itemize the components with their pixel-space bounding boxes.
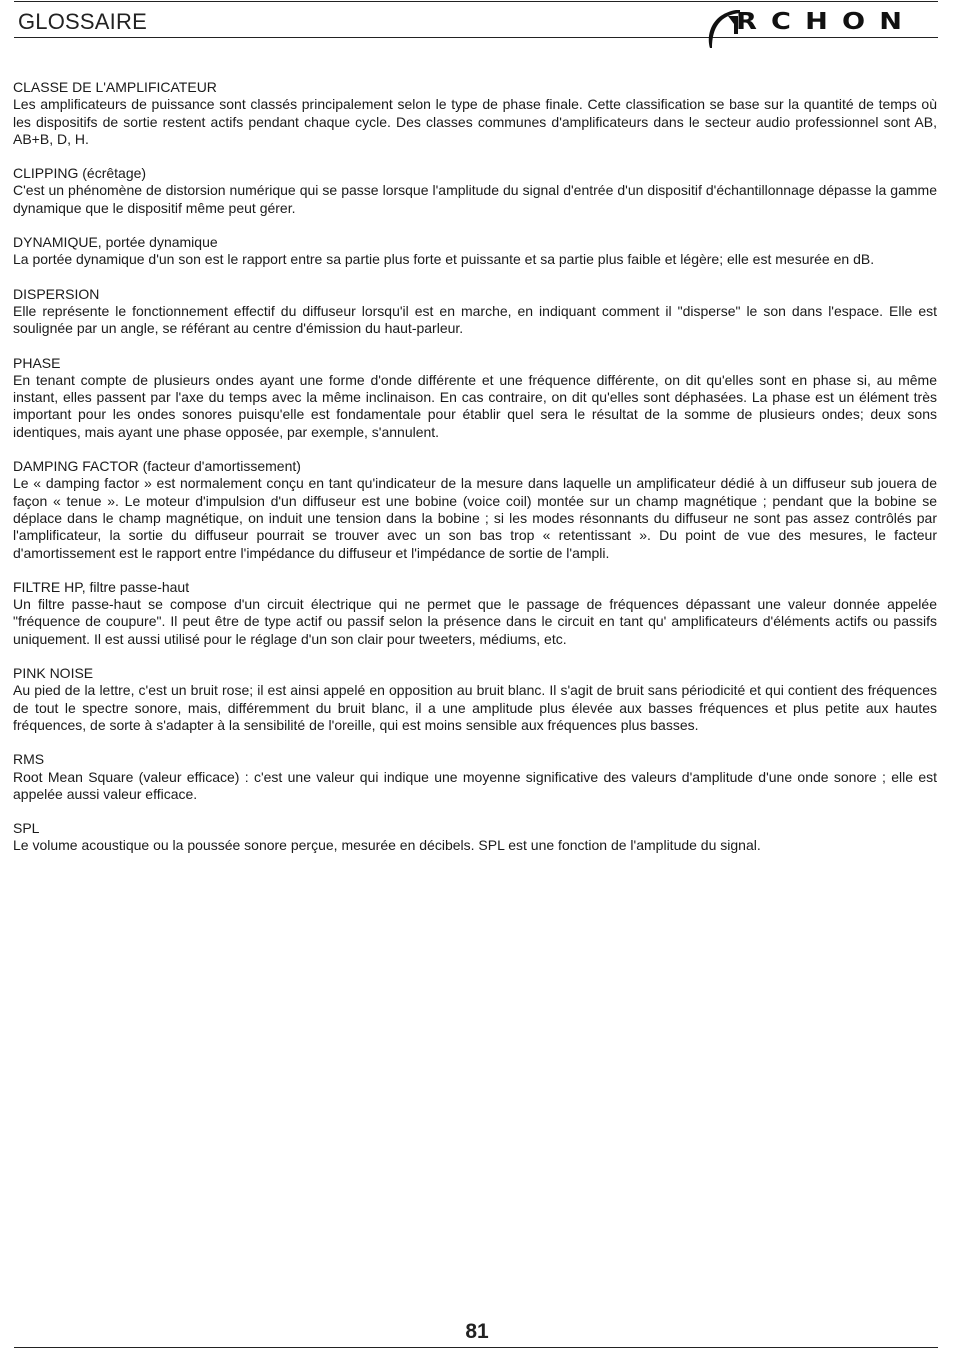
glossary-term: DYNAMIQUE, portée dynamique [13,234,218,251]
glossary-definition: Les amplificateurs de puissance sont classés principalement selon le type de phase finale. Cette classification se base sur la quantité de temps où les dispositifs de sortie restent actifs pendant chaque cycle. Des classes communes d'amplificateurs dans le secteur audio professionnel sont AB, AB+B, D, H. [13,96,937,147]
page-title: GLOSSAIRE [18,9,147,34]
glossary-term: PHASE [13,354,61,371]
glossary-entry [13,355,937,441]
glossary-definition: Un filtre passe-haut se compose d'un circuit électrique qui ne permet que le passage de fréquences dépassant une valeur donnée appelée "fréquence de coupure". Il peut être de type actif ou passif selon la présence dans le circuit en tant qu' amplificateurs d'éléments actifs ou passifs uniquement. Il est aussi utilisé pour le réglage d'un son clair pour tweeters, médiums, etc. [13,596,937,647]
glossary-entry [13,458,937,562]
glossary-entry [13,286,937,338]
glossary-term: SPL [13,820,40,837]
glossary-definition: La portée dynamique d'un son est le rapport entre sa partie plus forte et puissante et sa partie plus faible et légère; elle est mesurée en dB. [13,251,875,268]
glossary-term: DAMPING FACTOR (facteur d'amortissement) [13,458,301,475]
glossary-term: DISPERSION [13,285,100,302]
glossary-term: FILTRE HP, filtre passe-haut [13,578,190,595]
glossary-entry [13,165,937,217]
archon-logo [704,4,940,50]
glossary-entry [13,579,937,648]
glossary-definition: Le volume acoustique ou la poussée sonore perçue, mesurée en décibels. SPL est une fonction de l'amplitude du signal. [13,837,761,854]
footer-rule [14,1347,938,1348]
glossary-entry [13,665,937,734]
glossary-term: CLASSE DE L'AMPLIFICATEUR [13,79,217,95]
glossary-definition: Elle représente le fonctionnement effectif du diffuseur lorsqu'il est en marche, en indiquant comment il "disperse" le son dans l'espace. Elle est soulignée par un angle, se référant au centre d'émission du haut-parleur. [13,302,937,337]
glossary-definition: En tenant compte de plusieurs ondes ayant une forme d'onde différente et une fréquence différente, on dit qu'elles sont en phase si, au même instant, elles passent par l'axe du temps avec la même inclinaison. En cas contraire, on dit qu'elles sont déphasées. La phase est un élément très important pour les ondes sonores puisqu'elle est fondamentale pour établir quel sera le résultat de la somme de plusieurs ondes; deux sons identiques, mais ayant une phase opposée, par exemple, s'annulent. [13,371,937,440]
archon-logo-text: RCHON [736,9,917,35]
glossary-definition: Root Mean Square (valeur efficace) : c'est une valeur qui indique une moyenne significative des valeurs d'amplitude d'une onde sonore ; elle est appelée aussi valeur efficace. [13,768,937,802]
top-rule [14,1,938,2]
glossary-term: PINK NOISE [13,665,94,682]
glossary-entry [13,234,937,269]
glossary-definition: Le « damping factor » est normalement conçu en tant qu'indicateur de la mesure dans laquelle un amplificateur dédié à un diffuseur sub jouera de façon « tenue ». Le moteur d'impulsion d'un diffuseur est une bobine (voice coil) montée sur un champ magnétique ; pendant que la bobine se déplace dans le champ magnétique, on induit une tension dans la bobine ; si les modes résonnants du diffuseur ne sont pas assez contrôlés par l'amplificateur, la sortie du diffuseur pourrait se trouver avec un son bas trop « retentissant ». Du point de vue des mesures, le facteur d'amortissement est le rapport entre l'impédance du diffuseur et l'impédance de sortie de l'ampli. [13,475,937,561]
glossary-entry [13,820,937,855]
page-number: 81 [465,1320,489,1343]
glossary-term: RMS [13,751,45,768]
glossary-list [13,79,937,872]
glossary-definition: Au pied de la lettre, c'est un bruit rose; il est ainsi appelé en opposition au bruit blanc. Il s'agit de bruit sans périodicité et qui contient des fréquences de tout le spectre sonore, mais, différemment du bruit blanc, il a une amplitude plus élevée aux basses fréquences et plus petite aux hautes fréquences, de sorte à s'adapter à la sensibilité de l'oreille, qui est moins sensible aux fréquences plus basses. [13,682,937,733]
glossary-entry [13,79,937,148]
glossary-definition: C'est un phénomène de distorsion numérique qui se passe lorsque l'amplitude du signal d'entrée d'un dispositif d'échantillonnage dépasse la gamme dynamique que le dispositif même peut gérer. [13,182,937,216]
glossary-entry [13,751,937,803]
glossary-term: CLIPPING (écrêtage) [13,165,147,182]
